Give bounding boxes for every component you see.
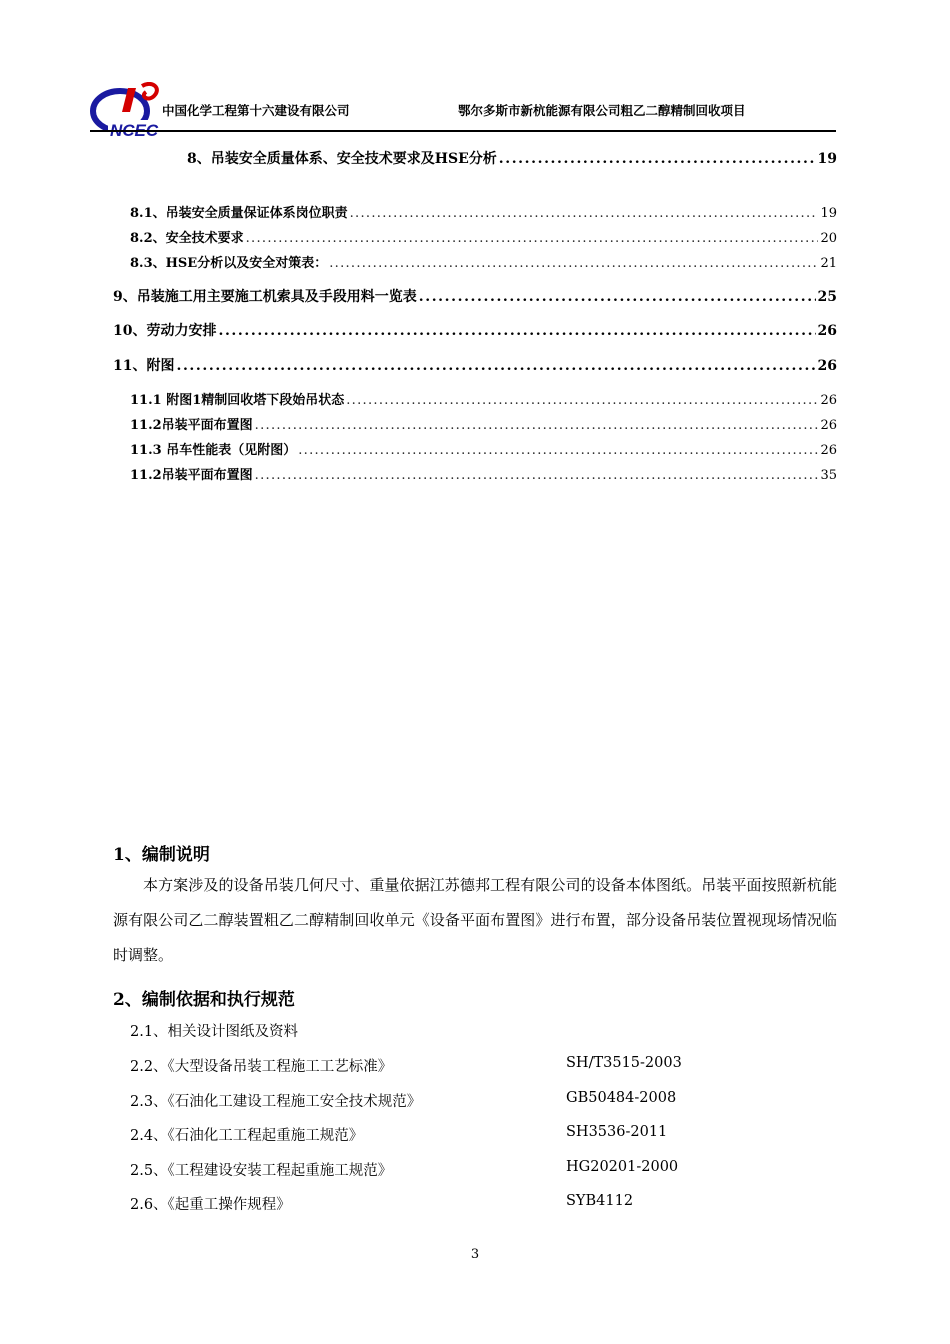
toc-entry[interactable] — [113, 355, 837, 375]
reference-code: SYB4112 — [566, 1193, 634, 1209]
reference-item: 2.6、《起重工操作规程》 — [130, 1197, 291, 1213]
toc-entry[interactable] — [130, 202, 837, 221]
toc-leader — [298, 443, 818, 458]
reference-code: SH3536-2011 — [566, 1124, 668, 1140]
toc-page: 19 — [817, 151, 837, 167]
header-divider — [90, 130, 836, 132]
toc-title: 11.2吊装平面布置图 — [130, 468, 253, 483]
toc-page: 26 — [817, 323, 837, 339]
toc-leader — [218, 323, 815, 339]
reference-code: GB50484-2008 — [566, 1090, 677, 1106]
toc-page: 21 — [820, 256, 837, 271]
toc-entry[interactable] — [130, 464, 837, 483]
toc-leader — [350, 206, 819, 221]
toc-page: 26 — [817, 358, 837, 374]
toc-leader — [419, 289, 816, 305]
toc-title: 9、吊装施工用主要施工机索具及手段用料一览表 — [113, 289, 417, 305]
reference-item: 2.3、《石油化工建设工程施工安全技术规范》 — [130, 1094, 422, 1110]
reference-code: SH/T3515-2003 — [566, 1055, 682, 1071]
toc-page: 25 — [817, 289, 837, 305]
toc-entry[interactable] — [187, 148, 837, 168]
toc-entry[interactable] — [113, 286, 837, 306]
toc-leader — [255, 418, 819, 433]
toc-leader — [329, 256, 818, 271]
toc-leader — [346, 393, 818, 408]
toc-leader — [499, 151, 816, 167]
toc-page: 35 — [820, 468, 837, 483]
page-header — [90, 82, 835, 138]
toc-entry[interactable] — [113, 320, 837, 340]
toc-leader — [246, 231, 819, 246]
toc-title: 11、附图 — [113, 358, 175, 374]
toc-title: 11.3 吊车性能表（见附图） — [130, 443, 297, 458]
reference-code: HG20201-2000 — [566, 1159, 679, 1175]
toc-entry[interactable] — [130, 389, 837, 408]
toc-entry[interactable] — [130, 252, 837, 271]
reference-item: 2.2、《大型设备吊装工程施工工艺标准》 — [130, 1059, 393, 1075]
page-number: 3 — [470, 1247, 480, 1262]
toc-entry[interactable] — [130, 414, 837, 433]
reference-item: 2.5、《工程建设安装工程起重施工规范》 — [130, 1163, 393, 1179]
toc-page: 19 — [820, 206, 837, 221]
toc-page: 26 — [820, 393, 837, 408]
toc-title: 8、吊装安全质量体系、安全技术要求及HSE分析 — [187, 151, 497, 167]
section-1-body: 本方案涉及的设备吊装几何尺寸、重量依据江苏德邦工程有限公司的设备本体图纸。吊装平面按照新杭能源有限公司乙二醇装置粗乙二醇精制回收单元《设备平面布置图》进行布置，部分设备吊装位置视现场情况临时调整。 — [113, 876, 837, 964]
section-1-title: 1、编制说明 — [113, 845, 210, 865]
logo-text: NCEC — [110, 121, 159, 140]
toc-leader — [176, 358, 815, 374]
toc-page: 26 — [820, 418, 837, 433]
company-name: 中国化学工程第十六建设有限公司 — [162, 103, 350, 118]
toc-page: 26 — [820, 443, 837, 458]
toc-title: 8.1、吊装安全质量保证体系岗位职责 — [130, 206, 348, 221]
reference-item: 2.1、相关设计图纸及资料 — [130, 1024, 299, 1040]
reference-item: 2.4、《石油化工工程起重施工规范》 — [130, 1128, 364, 1144]
project-name: 鄂尔多斯市新杭能源有限公司粗乙二醇精制回收项目 — [458, 103, 746, 118]
toc-title: 8.3、HSE分析以及安全对策表： — [130, 256, 328, 271]
toc-title: 10、劳动力安排 — [113, 323, 217, 339]
toc-entry[interactable] — [130, 439, 837, 458]
toc-title: 11.2吊装平面布置图 — [130, 418, 253, 433]
toc-page: 20 — [820, 231, 837, 246]
toc-title: 8.2、安全技术要求 — [130, 231, 244, 246]
toc-leader — [255, 468, 819, 483]
toc-title: 11.1 附图1精制回收塔下段始吊状态 — [130, 393, 345, 408]
toc-entry[interactable] — [130, 227, 837, 246]
section-2-title: 2、编制依据和执行规范 — [113, 990, 295, 1010]
